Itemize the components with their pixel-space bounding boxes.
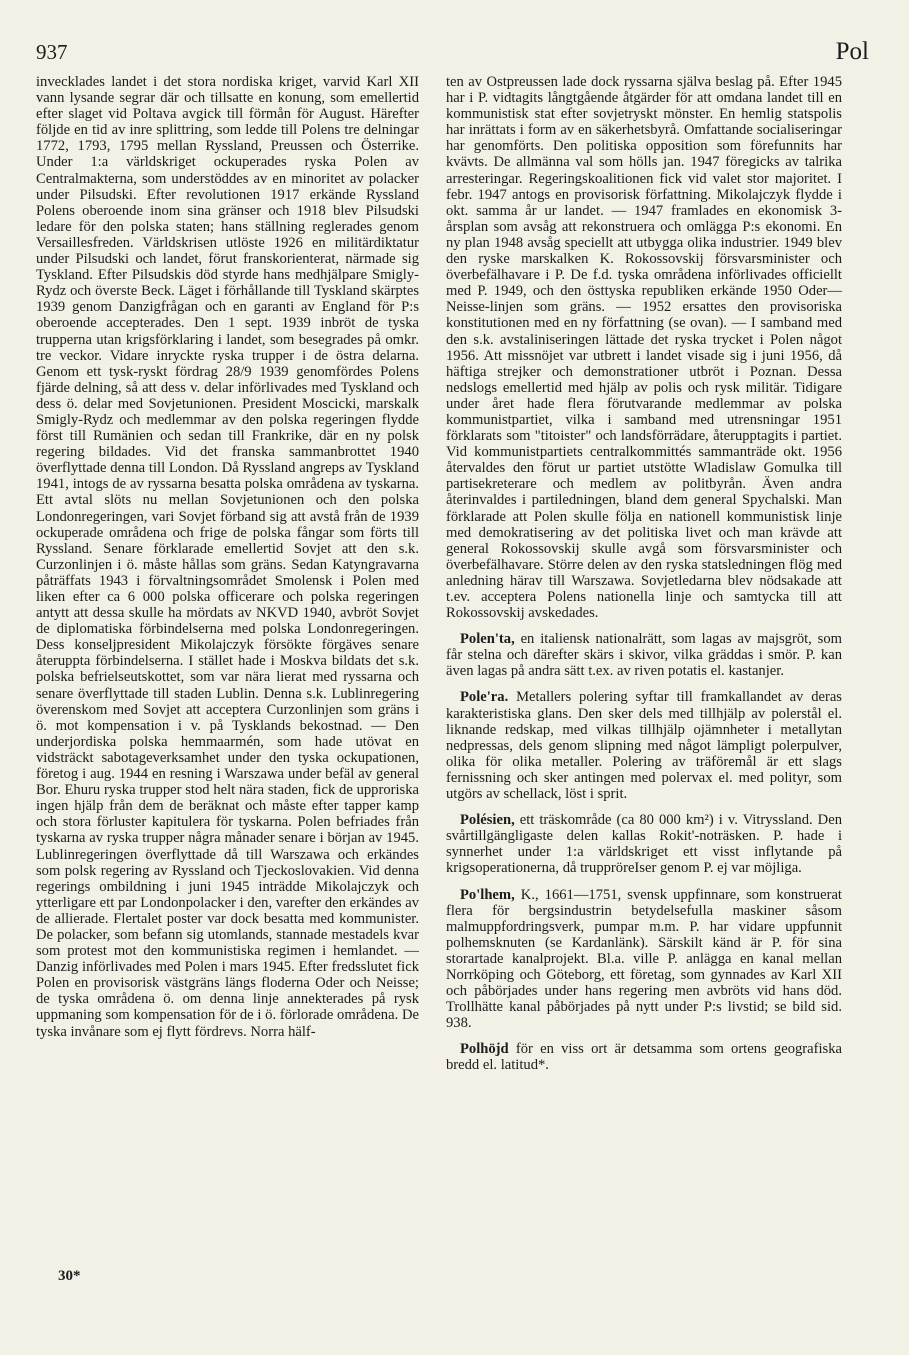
headword: Po'lhem, (460, 886, 515, 903)
entry-polhem (446, 887, 842, 1032)
headword: Polhöjd (460, 1041, 509, 1058)
running-head: Pol (835, 38, 869, 65)
entry-text: för en viss ort är detsamma som ortens geografiska bredd el. latitud*. (446, 1041, 842, 1074)
sheet-signature: 30* (58, 1268, 81, 1284)
left-column (36, 74, 419, 1254)
article-text-poland-history: invecklades landet i det stora nordiska kriget, varvid Karl XII vann lysande segrar där och tillsatte en konung, som emellertid efter slaget vid Poltava avgick till förmån för August. Härefter följde en tid av inre splittring, som ledde till Polens tre delningar 1772, 1793, 1795 mellan Ryssland, Preussen och Österrike. Under 1:a världskriget ockuperades ryska Polen av Centralmakterna, som understöddes av en minoritet av polacker under Pilsudski. Efter revolutionen 1917 erkände Ryssland Polens oberoende inom sina gränser och 1918 blev Pilsudski ledare för den polska staten; hans ställning reglerades genom Versaillesfreden. Världskrisen utlöste 1926 en militärdiktatur under Pilsudski och landet, förut franskorienterat, närmade sig Tyskland. Efter Pilsudskis död styrde hans medhjälpare Smigly-Rydz och överste Beck. Läget i förhållande till Tyskland skärptes 1939 genom Danzigfrågan och en garanti av England för P:s oberoende accepterades. Den 1 sept. 1939 inbröt de tyska trupperna utan krigsförklaring i landet, som besegrades på omkr. tre veckor. Vidare inryckte ryska trupper i de östra delarna. Genom ett tysk-ryskt fördrag 28/9 1939 genomfördes Polens fjärde delning, så att dess v. delar införlivades med Tyskland och dess ö. delar med Sovjetunionen. President Moscicki, marskalk Smigly-Rydz och medlemmar av den polska regeringen flydde först till Rumänien och sedan till Frankrike, där en ny polsk regering bildades. Vid det franska sammanbrottet 1940 överflyttade denna till London. Då Ryssland angreps av Tyskland 1941, intogs de av ryssarna besatta polska områdena av tyskarna. Ett avtal slöts nu mellan Sovjetunionen och den polska Londonregeringen, vari Sovjet förband sig att avstå från de 1939 ockuperade områdena och frige de polska fångar som förts till Ryssland. Senare förklarade emellertid Sovjet att den s.k. Curzonlinjen i ö. måste hållas som gräns. Sedan Katyngravarna påträffats 1943 i förvaltningsområdet Smolensk i Polen med liken efter ca 6 000 polska officerare och polska regeringen antytt att dessa skulle ha mördats av NKVD 1940, avbröt Sovjet de diplomatiska förbindelserna med polska Londonregeringen. Dess konseljpresident Mikolajczyk försökte förgäves senare återuppta förbindelserna. I stället hade i Moskva bildats det s.k. polska befrielseutskottet, som var nära lierat med ryssarna och senare överflyttade till staden Lublin. Denna s.k. Lublinregering överenskom med Sovjet att acceptera Curzonlinjen som gräns i ö. mot kompensation i v. på Tysklands bekostnad. — Den underjordiska polska hemmaarmén, som hade utövat en vidsträckt sabotageverksamhet under den tyska ockupationen, företog i aug. 1944 en resning i Warszawa under befäl av general Bor. Ehuru ryska trupper stod helt nära staden, fick de upproriska ingen hjälp från dem de beräknat och måste efter tapper kamp och stora förluster kapitulera för tyskarna. Polen befriades från tyskarna av ryska trupper några månader senare i början av 1945. Lublinregeringen överflyttade då till Warszawa och erkändes som polsk regering av Ryssland och Tjeckoslovakien. Vid denna regerings ombildning i juni 1945 inträdde Mikolajczyk och ytterligare ett par Londonpolacker i den, varefter den erkändes av de allierade. Flertalet poster var dock besatta med kommunister. De polacker, som befann sig utomlands, stannade mestadels kvar som protest mot den kommunistiska regimen i hemlandet. — Danzig införlivades med Polen i mars 1945. Efter fredsslutet fick Polen en provisorisk västgräns längs floderna Oder och Neisse; de tyska områdena ö. om denna linje annekterades på rysk uppmaning som kompensation för de i ö. förlorade områdena. De tyska invånare som ej flytt fördrevs. Norra hälf- (36, 74, 419, 1040)
entry-polhojd (446, 1041, 842, 1073)
entry-text: K., 1661—1751, svensk uppfinnare, som konstruerat flera för bergsindustrin betydelsefulla maskiner såsom malmuppfordringsverk, pumpar m.m. P. har vidare uppfunnit polhemsknuten (se Kardanlänk). Särskilt känd är P. för sina storartade kanalprojekt. Bl.a. ville P. anlägga en kanal mellan Norrköping och Göteborg, ett företag, som gynnades av Karl XII och påbörjades under hans regering men avbröts vid hans död. Trollhätte kanal påbörjades på nytt under P:s livstid; se bild sid. 938. (446, 886, 842, 1032)
headword: Polen'ta, (460, 631, 515, 648)
entry-polera (446, 689, 842, 802)
right-column (446, 74, 842, 1254)
article-text-poland-continuation: ten av Ostpreussen lade dock ryssarna själva beslag på. Efter 1945 har i P. vidtagits långtgående åtgärder för att omdana landet till en kommunistisk stat efter sovjetryskt mönster. En hemlig statspolis har inrättats i form av en säkerhetsbyrå. Omfattande socialiseringar har genomförts. Den politiska opposition som förefunnits har kvävts. De allmänna val som hölls jan. 1947 föregicks av talrika arresteringar. Regeringskoalitionen fick vid valet stor majoritet. I febr. 1947 antogs en provisorisk författning. Mikolajczyk flydde i okt. samma år ur landet. — 1947 framlades en ekonomisk 3-årsplan som avsåg att rekonstruera och omlägga P:s ekonomi. En ny plan 1948 avsåg speciellt att utbygga olika industrier. 1949 blev den ryske marskalken K. Rokossovskij försvarsminister och överbefälhavare i P. De f.d. tyska områdena införlivades officiellt med P. 1949, och den östtyska republiken erkände 1950 Oder—Neisse-linjen som gräns. — 1952 ersattes den provisoriska konstitutionen med en ny författning (se ovan). — I samband med den s.k. avstaliniseringen lättade det ryska trycket i Polen något 1956. Att missnöjet var utbrett i landet visade sig i juni 1956, då häftiga strejker och demonstrationer utbröt i Poznan. Dessa nedslogs emellertid med hjälp av polis och rysk militär. Tidigare under året hade flera förutvarande medlemmar av polska kommunistpartiet, vilka i samband med utrensningar 1951 förklarats som "titoister" och landsförrädare, återupptagits i partiet. Vid kommunistpartiets centralkommittés sammanträde okt. 1956 återvaldes den förut ur partiet utstötte Wladislaw Gomulka till partisekreterare och medlem av politbyrån. Även andra återinvaldes i partiledningen, bland dem general Spychalski. Man förklarade att Polen skulle följa en nationell kommunistisk linje med demokratisering av det politiska livet och man krävde att general Rokossovskij skulle avgå som försvarsminister och överbefälhavare. Större delen av den ryska statsledningen flög med anledning härav till Warszawa. Sovjetledarna blev nödsakade att t.ev. acceptera Polens nationella linje och samtycka till att Rokossovskij avskedades. (446, 74, 842, 622)
headword: Polésien, (460, 812, 515, 829)
headword: Pole'ra. (460, 689, 509, 706)
entry-text: en italiensk nationalrätt, som lagas av majsgröt, som får stelna och därefter skärs i skivor, vilka gräddas i smör. P. kan även lagas på andra sätt t.ex. av riven potatis el. kastanjer. (446, 631, 842, 680)
entry-text: Metallers polering syftar till framkallandet av deras karakteristiska glans. Den sker dels med tillhjälp av polerstål el. liknande redskap, med vilkas tillhjälp ojämnheter i metallytan nedpressas, dels genom slipning med något lämpligt polerpulver, olika för olika metaller. Polering av träföremål är ett slags fernissning och sker antingen med polervax el. med polityr, som utgörs av schellack, löst i sprit. (446, 689, 842, 803)
entry-polenta (446, 631, 842, 679)
entry-text: ett träskområde (ca 80 000 km²) i v. Vitryssland. Den svårtillgängligaste delen kallas Rokit'-noträsken. P. hade i synnerhet under 1:a världskriget ett visst inflytande på krigsoperationerna, då truppröreIser genom P. ej var möjliga. (446, 812, 842, 877)
entry-polesien (446, 812, 842, 876)
page-number: 937 (36, 40, 68, 64)
